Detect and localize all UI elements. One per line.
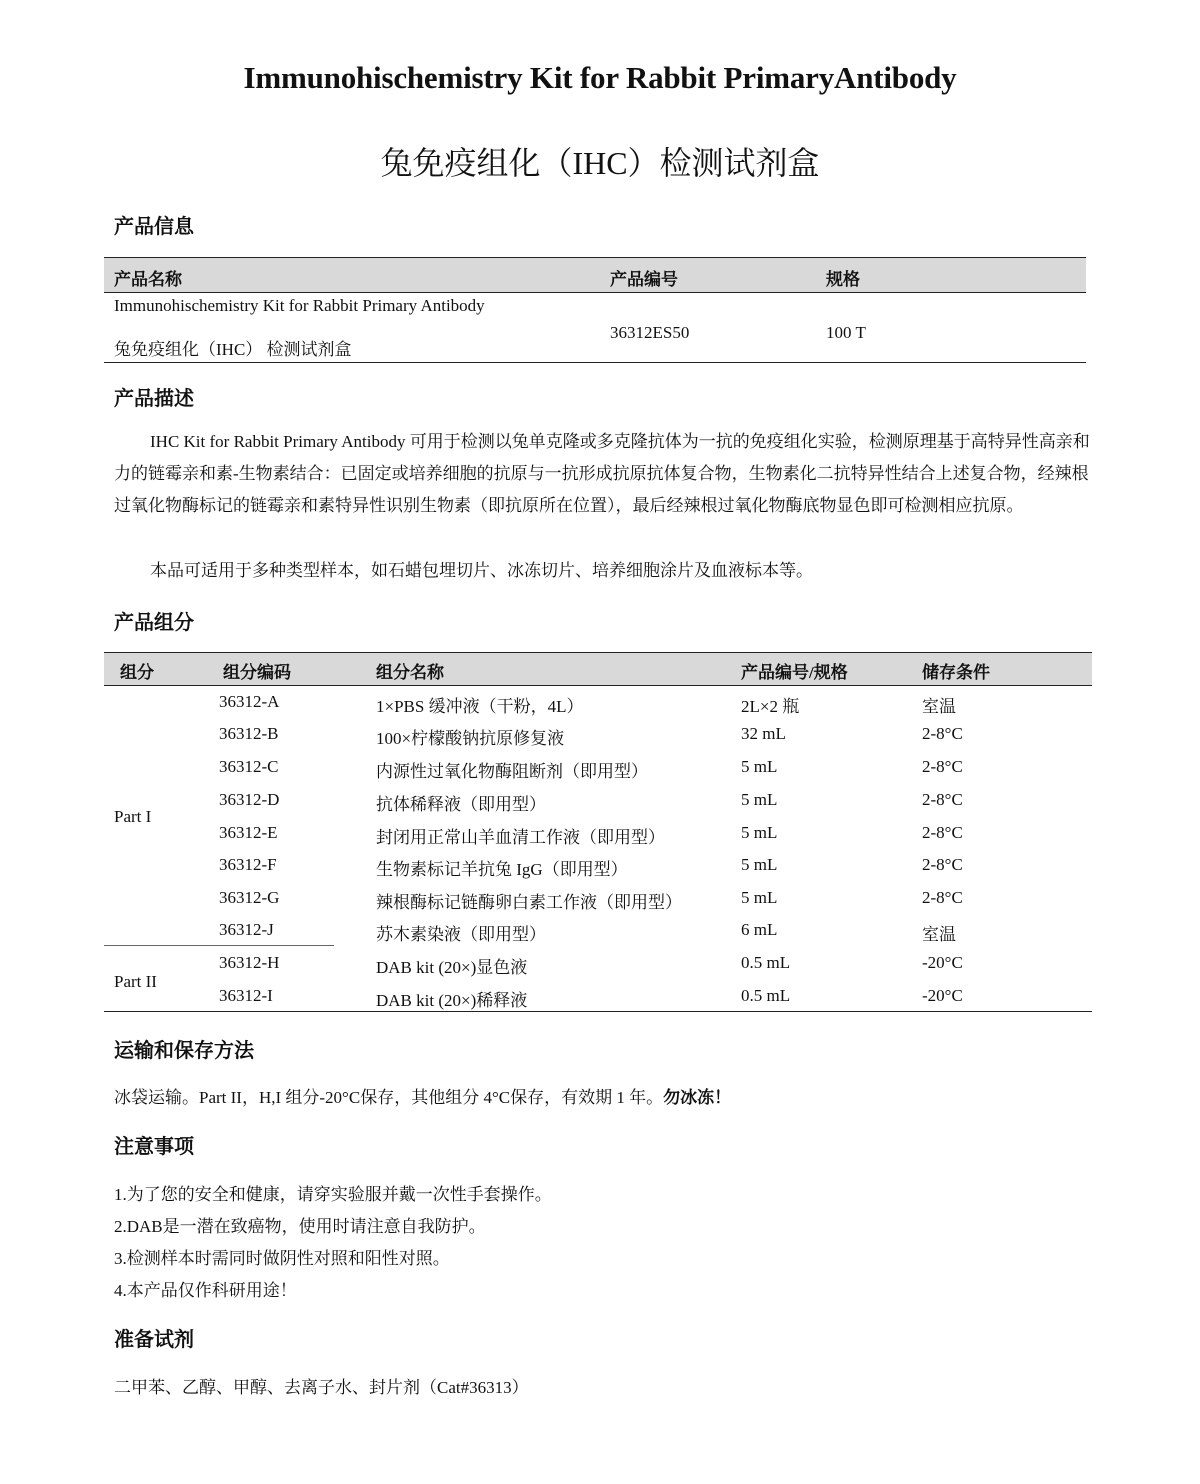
component-code: 36312-I — [219, 986, 273, 1005]
info-header-name: 产品名称 — [114, 270, 182, 289]
component-code: 36312-E — [219, 823, 278, 842]
component-spec: 6 mL — [741, 920, 778, 939]
product-name-en: Immunohischemistry Kit for Rabbit Primary Antibody — [114, 296, 485, 315]
product-name-cn: 兔免疫组化（IHC） 检测试剂盒 — [114, 340, 352, 359]
document-title-en: Immunohischemistry Kit for Rabbit PrimaryAntibody — [243, 60, 957, 95]
table-row — [0, 750, 1200, 783]
table-row — [0, 685, 1200, 718]
component-code: 36312-J — [219, 920, 274, 939]
table-row — [0, 946, 1200, 979]
component-name: 辣根酶标记链酶卵白素工作液（即用型） — [376, 893, 682, 912]
component-name: 抗体稀释液（即用型） — [376, 795, 546, 814]
table-row — [0, 783, 1200, 816]
component-storage: 2-8°C — [922, 855, 963, 874]
component-code: 36312-G — [219, 888, 280, 907]
component-code: 36312-D — [219, 790, 280, 809]
table-row — [0, 848, 1200, 881]
component-storage: -20°C — [922, 953, 963, 972]
comp-header-storage: 储存条件 — [922, 663, 990, 682]
component-name: 苏木素染液（即用型） — [376, 925, 546, 944]
component-name: 生物素标记羊抗兔 IgG（即用型） — [376, 860, 628, 879]
comp-header-name: 组分名称 — [376, 663, 444, 682]
components-table-bottom-rule — [104, 1011, 1092, 1012]
note-item: 1.为了您的安全和健康，请穿实验服并戴一次性手套操作。 — [114, 1185, 552, 1204]
component-name: 1×PBS 缓冲液（干粉，4L） — [376, 697, 584, 716]
table-row — [0, 717, 1200, 750]
component-code: 36312-B — [219, 724, 279, 743]
group-label-part-1: Part I — [114, 807, 152, 826]
component-code: 36312-C — [219, 757, 279, 776]
component-storage: 室温 — [922, 925, 956, 944]
description-paragraph-1: IHC Kit for Rabbit Primary Antibody 可用于检测以兔单克隆或多克隆抗体为一抗的免疫组化实验，检测原理基于高特异性高亲和力的链霉亲和素-生物素结合：已固定或培养细胞的抗原与一抗形成抗原抗体复合物，生物素化二抗特异性结合上述复合物，经辣根过氧化物酶标记的链霉亲和素特异性识别生物素（即抗原所在位置），最后经辣根过氧化物酶底物显色即可检测相应抗原。 — [114, 432, 1090, 515]
component-spec: 5 mL — [741, 757, 778, 776]
component-code: 36312-F — [219, 855, 277, 874]
section-heading-reagents: 准备试剂 — [114, 1329, 194, 1351]
description-paragraph-2: 本品可适用于多种类型样本，如石蜡包埋切片、冰冻切片、培养细胞涂片及血液标本等。 — [150, 561, 813, 580]
reagents-text: 二甲苯、乙醇、甲醇、去离子水、封片剂（Cat#36313） — [114, 1378, 529, 1397]
component-storage: 2-8°C — [922, 823, 963, 842]
component-spec: 5 mL — [741, 823, 778, 842]
shipping-text — [114, 1083, 731, 1108]
info-table-bottom-rule — [104, 362, 1086, 363]
component-storage: 室温 — [922, 697, 956, 716]
product-cat-no: 36312ES50 — [610, 323, 690, 342]
component-spec: 0.5 mL — [741, 953, 791, 972]
table-row — [0, 881, 1200, 914]
group-label-part-2: Part II — [114, 972, 157, 991]
component-code: 36312-A — [219, 692, 280, 711]
info-header-catno: 产品编号 — [610, 270, 678, 289]
note-item: 2.DAB是一潜在致癌物，使用时请注意自我防护。 — [114, 1217, 486, 1236]
comp-header-code: 组分编码 — [223, 663, 291, 682]
section-heading-notes: 注意事项 — [114, 1136, 194, 1158]
component-spec: 0.5 mL — [741, 986, 791, 1005]
component-storage: 2-8°C — [922, 757, 963, 776]
info-header-spec: 规格 — [826, 270, 860, 289]
component-spec: 32 mL — [741, 724, 786, 743]
shipping-warning: 勿冰冻！ — [663, 1088, 732, 1107]
component-name: DAB kit (20×)稀释液 — [376, 991, 528, 1010]
table-row — [0, 913, 1200, 946]
section-heading-info: 产品信息 — [114, 216, 194, 238]
component-code: 36312-H — [219, 953, 280, 972]
shipping-instructions: 冰袋运输。Part II，H,I 组分-20°C保存，其他组分 4°C保存，有效期 1 年。 — [114, 1088, 664, 1107]
component-name: 100×柠檬酸钠抗原修复液 — [376, 729, 565, 748]
note-item: 4.本产品仅作科研用途！ — [114, 1281, 297, 1300]
component-storage: 2-8°C — [922, 724, 963, 743]
components-table-header — [104, 652, 1092, 686]
info-table-header — [104, 257, 1086, 293]
component-storage: 2-8°C — [922, 790, 963, 809]
product-spec: 100 T — [826, 323, 866, 342]
component-spec: 5 mL — [741, 888, 778, 907]
component-spec: 2L×2 瓶 — [741, 697, 800, 716]
section-heading-shipping: 运输和保存方法 — [114, 1040, 254, 1062]
component-spec: 5 mL — [741, 855, 778, 874]
section-heading-components: 产品组分 — [114, 612, 194, 634]
table-row — [0, 816, 1200, 849]
component-storage: -20°C — [922, 986, 963, 1005]
component-name: 内源性过氧化物酶阻断剂（即用型） — [376, 762, 648, 781]
section-heading-desc: 产品描述 — [114, 388, 194, 410]
table-row — [0, 979, 1200, 1012]
comp-header-catno-spec: 产品编号/规格 — [741, 663, 848, 682]
component-spec: 5 mL — [741, 790, 778, 809]
component-storage: 2-8°C — [922, 888, 963, 907]
component-name: 封闭用正常山羊血清工作液（即用型） — [376, 828, 665, 847]
component-name: DAB kit (20×)显色液 — [376, 958, 528, 977]
note-item: 3.检测样本时需同时做阴性对照和阳性对照。 — [114, 1249, 450, 1268]
document-title-cn: 兔免疫组化（IHC）检测试剂盒 — [380, 145, 820, 181]
comp-header-group: 组分 — [120, 663, 154, 682]
